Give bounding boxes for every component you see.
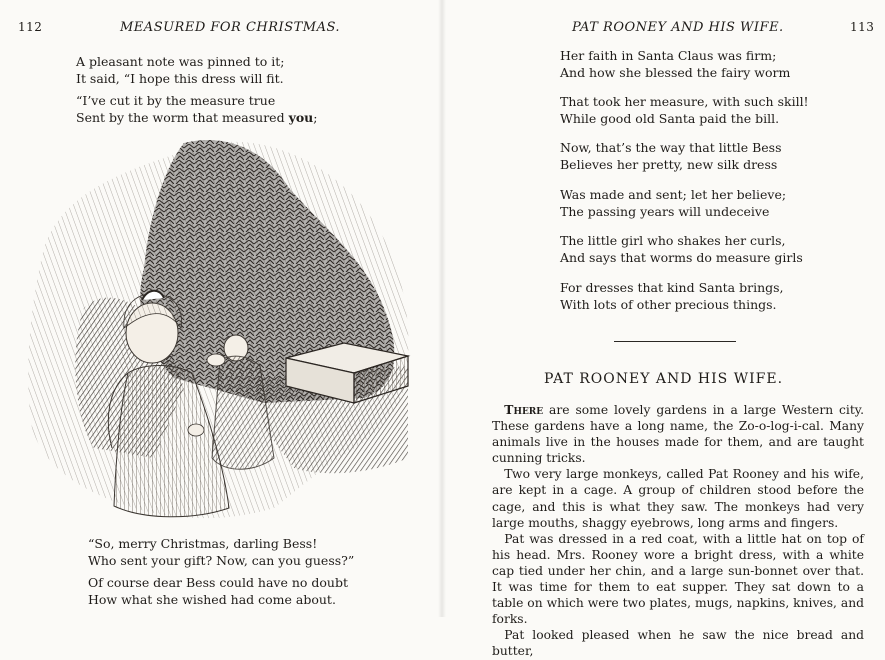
- poem-line: “So, merry Christmas, darling Bess!: [88, 536, 318, 551]
- paragraph: [492, 402, 864, 466]
- poem-line: While good old Santa paid the bill.: [560, 111, 780, 126]
- poem-line: And says that worms do measure girls: [560, 250, 803, 265]
- lead-word: There: [504, 402, 544, 417]
- left-stanza-2: [76, 92, 317, 126]
- paragraph-text: are some lovely gardens in a large Western city. These gardens have a long name, the Zo-o-log-i-cal. Many animals live in the houses made for them, and are taught cunning tricks.: [492, 403, 864, 466]
- poem-line: Now, that’s the way that little Bess: [560, 140, 782, 155]
- paragraph-text: Two very large monkeys, called Pat Rooney and his wife, are kept in a cage. A group of children stood before the cage, and this is what they saw. The monkeys had very large mouths, shaggy eyebrows, long arms and fingers.: [492, 467, 864, 530]
- poem-line: Who sent your gift? Now, can you guess?”: [88, 553, 355, 568]
- poem-line: The passing years will undeceive: [560, 204, 770, 219]
- paragraph: [492, 627, 864, 659]
- poem-line: With lots of other precious things.: [560, 297, 777, 312]
- poem-punctuation: ;: [313, 110, 318, 125]
- left-stanza-3: [88, 535, 354, 569]
- poem-line: How what she wished had come about.: [88, 592, 336, 607]
- story-body: [492, 402, 864, 660]
- emphasized-word: you: [288, 110, 314, 125]
- right-stanza-2: [560, 93, 809, 127]
- right-running-head: PAT ROONEY AND HIS WIFE.: [572, 20, 784, 35]
- poem-line: Her faith in Santa Claus was firm;: [560, 48, 777, 63]
- poem-line: Was made and sent; let her believe;: [560, 187, 787, 202]
- poem-line: Believes her pretty, new silk dress: [560, 157, 778, 172]
- paragraph-text: Pat was dressed in a red coat, with a little hat on top of his head. Mrs. Rooney wore a bright dress, with a white cap tied under her chin, and a large sun-bonnet over that. It was time for them to eat supper. They sat down to a table on which were two plates, mugs, napkins, knives, and forks.: [492, 531, 864, 627]
- poem-line: A pleasant note was pinned to it;: [76, 54, 285, 69]
- right-stanza-1: [560, 47, 790, 81]
- left-stanza-4: [88, 574, 348, 608]
- poem-text: Sent by the worm that measured: [76, 110, 289, 125]
- left-stanza-1: [76, 53, 285, 87]
- poem-line: The little girl who shakes her curls,: [560, 233, 786, 248]
- paragraph: [492, 466, 864, 530]
- poem-line: For dresses that kind Santa brings,: [560, 280, 784, 295]
- story-title: PAT ROONEY AND HIS WIFE.: [543, 371, 784, 387]
- right-page: [442, 0, 885, 659]
- paragraph: [492, 531, 864, 628]
- left-page-number: 112: [18, 20, 43, 34]
- right-stanza-3: [560, 139, 782, 173]
- right-stanza-6: [560, 279, 784, 313]
- right-stanza-5: [560, 232, 803, 266]
- section-divider: [614, 341, 736, 342]
- girl-with-doll-and-christmas-tree-engraving: [24, 128, 416, 526]
- poem-line: “I’ve cut it by the measure true: [76, 93, 276, 108]
- poem-line: And how she blessed the fairy worm: [560, 65, 791, 80]
- left-page: [0, 0, 442, 617]
- paragraph-text: Pat looked pleased when he saw the nice bread and butter,: [492, 628, 864, 659]
- right-stanza-4: [560, 186, 786, 220]
- poem-line: Of course dear Bess could have no doubt: [88, 575, 349, 590]
- poem-line: That took her measure, with such skill!: [560, 94, 809, 109]
- left-running-head: MEASURED FOR CHRISTMAS.: [120, 20, 341, 35]
- right-page-number: 113: [850, 20, 875, 34]
- poem-line: It said, “I hope this dress will fit.: [76, 71, 284, 86]
- poem-line: [76, 109, 317, 126]
